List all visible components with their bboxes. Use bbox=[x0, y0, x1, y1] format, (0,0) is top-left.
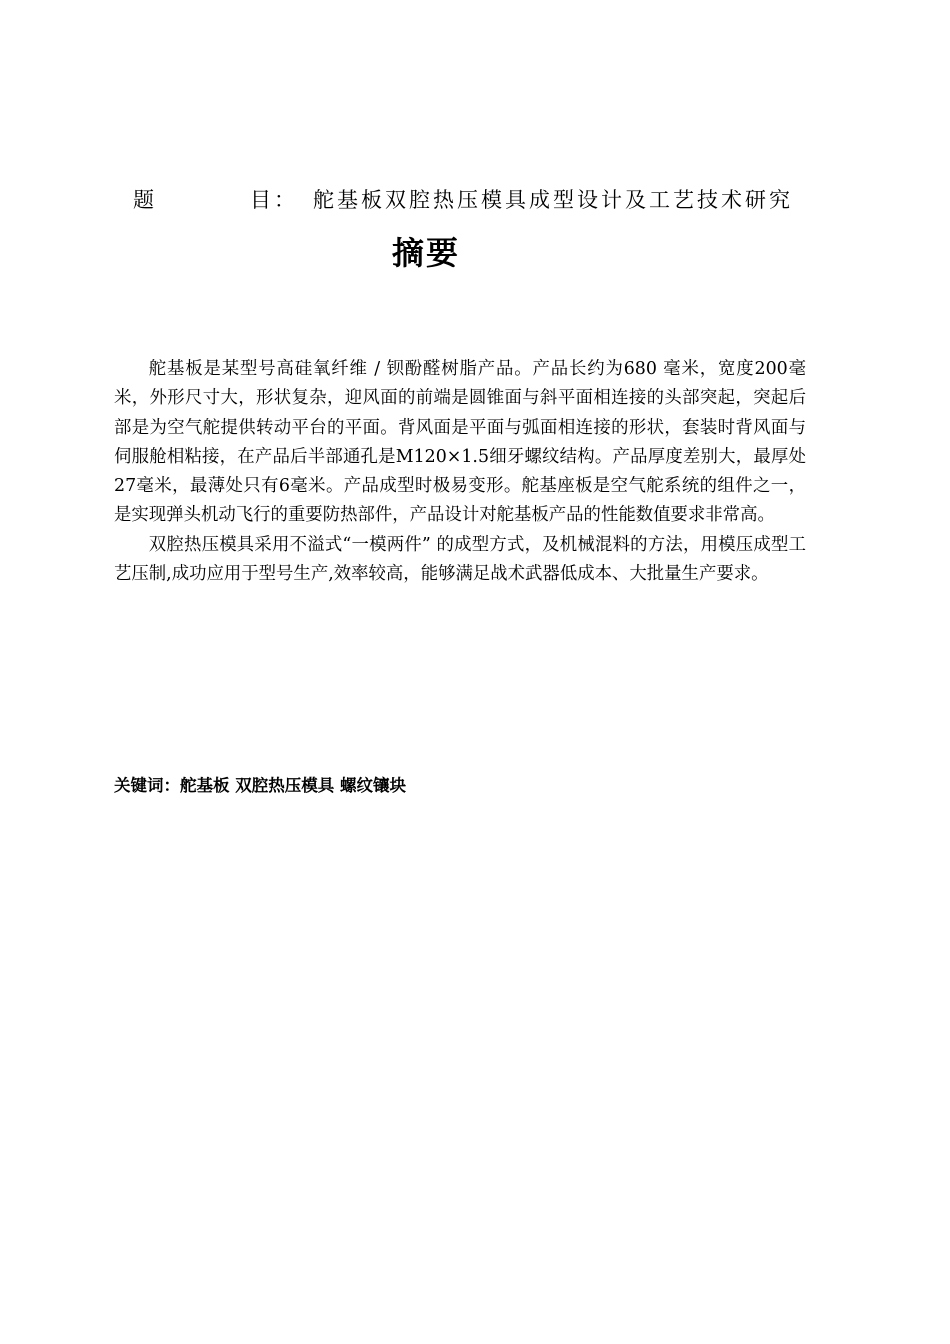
title-line bbox=[0, 184, 950, 216]
title-label-char-2: 目： bbox=[250, 188, 298, 212]
abstract-paragraph-1: 舵基板是某型号高硅氧纤维 / 钡酚醛树脂产品。产品长约为680 毫米，宽度200毫米，外形尺寸大，形状复杂，迎风面的前端是圆锥面与斜平面相连接的头部突起，突起后部是为空气舵提供转动平台的平面。背风面是平面与弧面相连接的形状，套装时背风面与伺服舱相粘接，在产品后半部通孔是M120×1.5细牙螺纹结构。产品厚度差别大，最厚处27毫米，最薄处只有6毫米。产品成型时极易变形。舵基座板是空气舵系统的组件之一，是实现弹头机动飞行的重要防热部件，产品设计对舵基板产品的性能数值要求非常高。 bbox=[114, 359, 806, 526]
keywords-line: 关键词：舵基板 双腔热压模具 螺纹镶块 bbox=[114, 776, 406, 795]
thesis-title: 舵基板双腔热压模具成型设计及工艺技术研究 bbox=[313, 188, 793, 212]
abstract-paragraph-2: 双腔热压模具采用不溢式“一模两件” 的成型方式，及机械混料的方法，用模压成型工艺压制,成功应用于型号生产,效率较高，能够满足战术武器低成本、大批量生产要求。 bbox=[114, 534, 806, 585]
abstract-heading: 摘要 bbox=[391, 234, 460, 272]
abstract-body bbox=[114, 355, 806, 589]
title-label-char-1: 题 bbox=[133, 188, 157, 212]
